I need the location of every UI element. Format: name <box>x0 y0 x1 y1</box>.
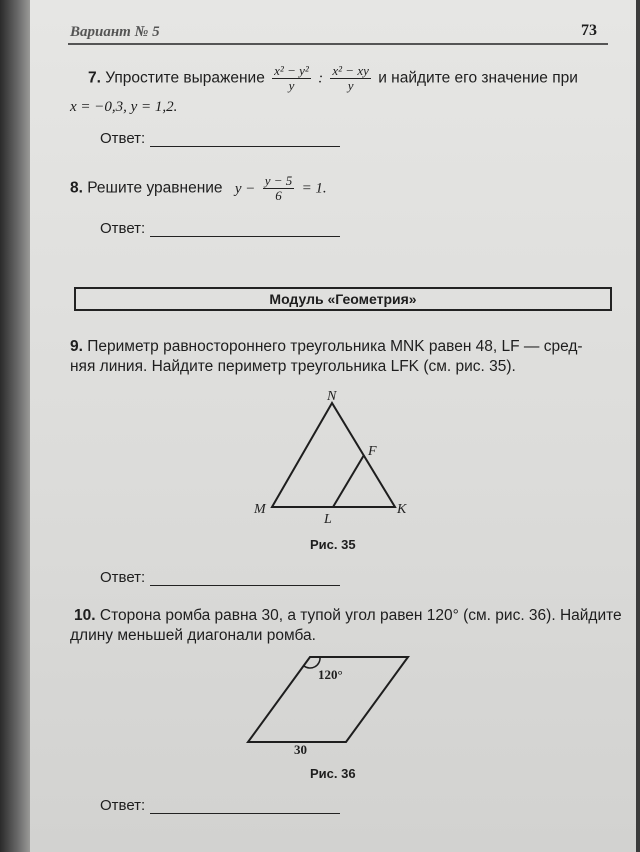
task-7-number: 7. <box>88 69 101 87</box>
figure-35-triangle <box>250 385 420 525</box>
figure-36-rhombus <box>240 650 440 755</box>
task-9-number: 9. <box>70 338 83 355</box>
task-10-number: 10. <box>74 607 96 624</box>
angle-label-120: 120° <box>318 667 343 682</box>
midline-lf <box>333 455 364 507</box>
answer-label-8: Ответ: <box>100 220 146 237</box>
vertex-label-m: M <box>254 502 266 517</box>
fraction-numerator: x² − xy <box>332 63 369 78</box>
task-9-text-1: Периметр равностороннего треугольника MNK равен 48, LF — сред- <box>87 338 583 355</box>
fraction-denominator: y <box>288 78 295 93</box>
answer-label-7: Ответ: <box>100 130 146 147</box>
figure-35-caption: Рис. 35 <box>310 537 356 552</box>
task-8-eq-left: y − <box>234 180 256 197</box>
answer-line-7[interactable] <box>150 146 340 147</box>
vertex-label-k: K <box>397 502 407 517</box>
task-7-values: x = −0,3, y = 1,2. <box>70 99 178 115</box>
figure-36-caption: Рис. 36 <box>310 766 356 781</box>
task-10-line-1 <box>74 607 622 625</box>
page-edge-shadow <box>0 0 30 852</box>
answer-line-10[interactable] <box>150 813 340 814</box>
task-7-fraction-2 <box>330 64 370 93</box>
point-label-f: F <box>368 444 377 459</box>
page-number: 73 <box>581 22 597 39</box>
vertex-label-n: N <box>327 389 337 404</box>
task-8-fraction <box>263 174 295 203</box>
task-10-text-2: длину меньшей диагонали ромба. <box>70 627 316 644</box>
side-label-30: 30 <box>294 742 307 755</box>
task-8-text: Решите уравнение <box>87 179 223 197</box>
fraction-numerator: x² − y² <box>274 63 309 78</box>
variant-header: Вариант № 5 <box>70 24 160 40</box>
task-9-line-1 <box>70 338 583 356</box>
workbook-page <box>30 0 636 852</box>
fraction-numerator: y − 5 <box>264 173 293 188</box>
task-10-text-1: Сторона ромба равна 30, а тупой угол равен 120° (см. рис. 36). Найдите <box>99 607 622 624</box>
point-label-l: L <box>324 512 332 525</box>
task-7-fraction-1 <box>272 64 311 93</box>
fraction-denominator: y <box>347 78 354 93</box>
task-9-text-2: няя линия. Найдите периметр треугольника LFK (см. рис. 35). <box>70 358 516 375</box>
answer-line-8[interactable] <box>150 236 340 237</box>
header-rule <box>68 43 608 45</box>
task-8-number: 8. <box>70 179 83 197</box>
division-sign: : <box>318 70 324 87</box>
task-8 <box>70 174 327 203</box>
task-7-text-after: и найдите его значение при <box>378 69 578 87</box>
answer-line-9[interactable] <box>150 585 340 586</box>
task-8-eq-right: = 1. <box>301 180 327 197</box>
answer-label-10: Ответ: <box>100 797 146 814</box>
task-7 <box>88 64 578 93</box>
module-geometry-title: Модуль «Геометрия» <box>74 287 612 311</box>
task-7-text-before: Упростите выражение <box>105 69 265 87</box>
answer-label-9: Ответ: <box>100 569 146 586</box>
fraction-denominator: 6 <box>275 188 282 203</box>
